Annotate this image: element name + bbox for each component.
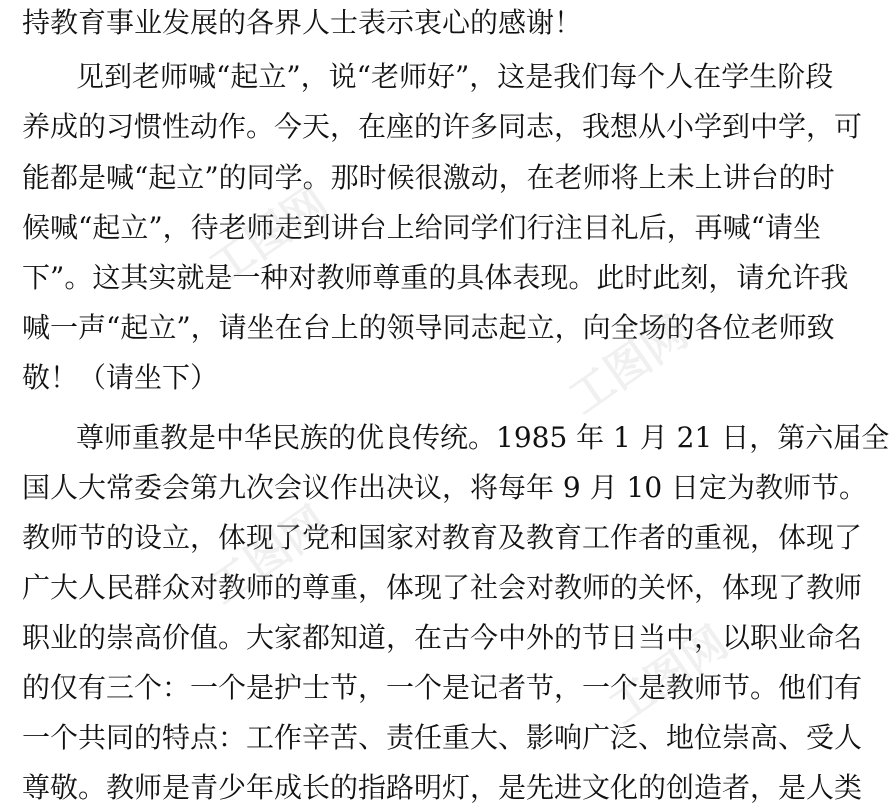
text-line: 能都是喊“起立”的同学。那时候很激动，在老师将上未上讲台的时 — [22, 161, 835, 194]
watermark: 工图网 — [559, 306, 698, 425]
text-line: 候喊“起立”，待老师走到讲台上给同学们行注目礼后，再喊“请坐 — [22, 211, 821, 244]
text-line: 尊敬。教师是青少年成长的指路明灯，是先进文化的创造者，是人类 — [22, 771, 863, 804]
text-line: 教师节的设立，体现了党和国家对教育及教育工作者的重视，体现了 — [22, 521, 863, 554]
text-line: 养成的习惯性动作。今天，在座的许多同志，我想从小学到中学，可 — [22, 110, 863, 143]
text-line: 持教育事业发展的各界人士表示衷心的感谢！ — [22, 6, 583, 39]
text-line: 的仅有三个：一个是护士节，一个是记者节，一个是教师节。他们有 — [22, 671, 863, 704]
watermark: 工图网 — [199, 176, 338, 295]
text-line: 一个共同的特点：工作辛苦、责任重大、影响广泛、地位崇高、受人 — [22, 721, 863, 754]
text-line: 尊师重教是中华民族的优良传统。1985 年 1 月 21 日，第六届全 — [76, 421, 889, 454]
text-line: 国人大常委会第九次会议作出决议，将每年 9 月 10 日定为教师节。 — [22, 471, 868, 504]
text-line: 下”。这其实就是一种对教师尊重的具体表现。此时此刻，请允许我 — [22, 261, 849, 294]
watermark: 工图网 — [199, 496, 338, 615]
text-line: 敬！（请坐下） — [22, 361, 219, 394]
watermark: 工图网 — [599, 616, 738, 735]
text-line: 广大人民群众对教师的尊重，体现了社会对教师的关怀，体现了教师 — [22, 571, 863, 604]
text-line: 见到老师喊“起立”，说“老师好”，这是我们每个人在学生阶段 — [76, 60, 834, 93]
text-line: 喊一声“起立”，请坐在台上的领导同志起立，向全场的各位老师致 — [22, 311, 835, 344]
text-line: 职业的崇高价值。大家都知道，在古今中外的节日当中，以职业命名 — [22, 621, 863, 654]
